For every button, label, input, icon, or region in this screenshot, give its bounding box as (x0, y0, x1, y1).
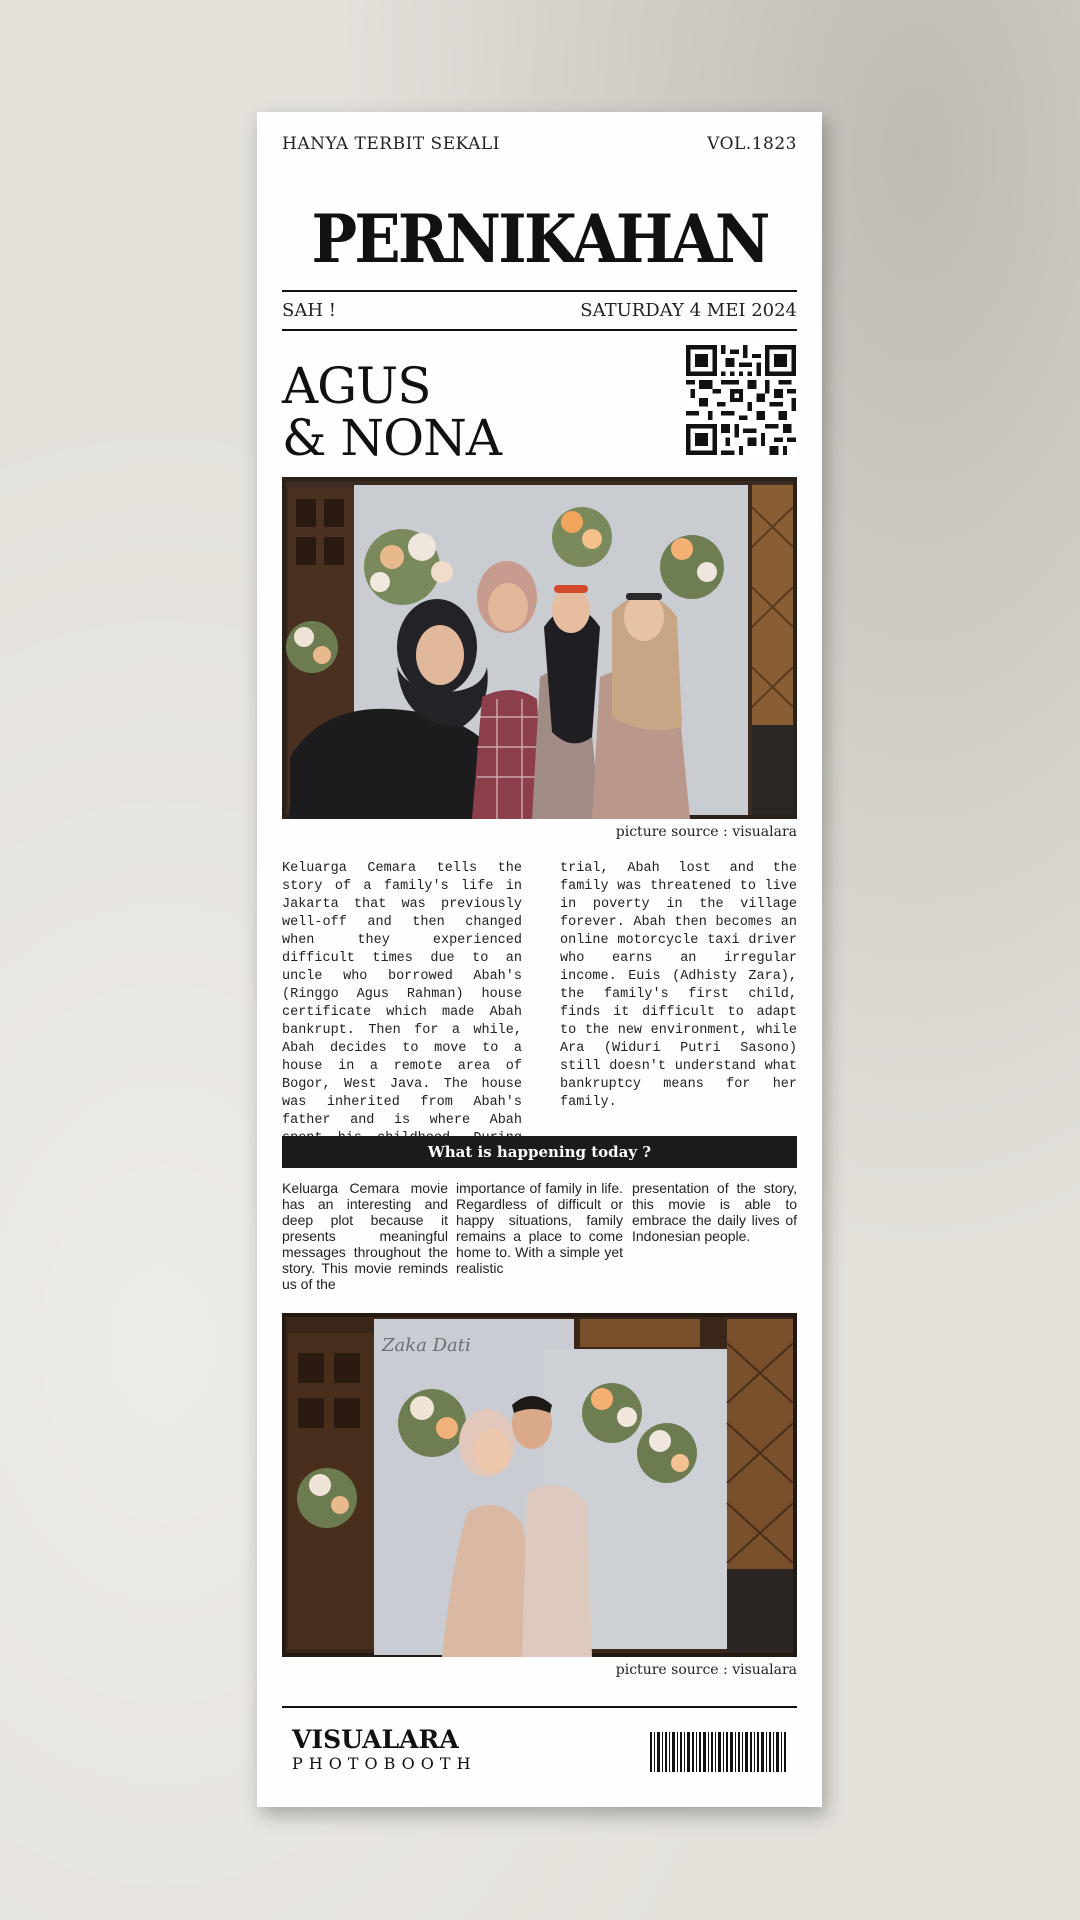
newspaper-card (257, 112, 822, 1807)
article-column-2: trial, Abah lost and the family was threatened to live in poverty in the village forever. Abah then becomes an online motorcycle taxi driver who earns an irregular income. Euis (Adhisty Zara), the family's first child, finds it difficult to adapt to the new environment, while Ara (Widuri Putri Sasono) still doesn't understand what bankruptcy means for her family. (560, 861, 797, 1110)
dateline-date: SATURDAY 4 MEI 2024 (580, 300, 797, 321)
qr-code-icon (686, 345, 796, 455)
couple-names (282, 357, 501, 467)
barcode-icon (650, 1732, 788, 1772)
section-column-2: importance of family in life. Regardless of difficult or happy situations, family remains a place to come home to. With a simple yet realistic (456, 1180, 623, 1276)
brand-subtitle: PHOTOBOOTH (292, 1754, 477, 1773)
rule-bottom (282, 329, 797, 331)
backdrop-signage: Zaka Dati (382, 1335, 471, 1356)
footer-rule (282, 1706, 797, 1708)
section-banner: What is happening today ? (282, 1136, 797, 1168)
section-column-3: presentation of the story, this movie is able to embrace the daily lives of Indonesian people. (632, 1180, 797, 1244)
volume-number: VOL.1823 (707, 134, 797, 154)
group-photo-image (282, 477, 797, 819)
couple-name-line1: AGUS (282, 357, 431, 415)
couple-name-line2: & NONA (282, 409, 501, 467)
photo2-caption: picture source : visualara (615, 1662, 797, 1678)
couple-photo-image (282, 1313, 797, 1657)
couple-photo (282, 1313, 797, 1657)
rule-top (282, 290, 797, 292)
dateline-left: SAH ! (282, 300, 336, 321)
tagline: HANYA TERBIT SEKALI (282, 134, 500, 154)
photo1-caption: picture source : visualara (615, 824, 797, 840)
masthead-title: PERNIKAHAN (311, 200, 768, 278)
group-photo (282, 477, 797, 819)
article-column-1: Keluarga Cemara tells the story of a family's life in Jakarta that was previously well-off and then changed when they experienced difficult times due to an uncle who borrowed Abah's (Ringgo Agus Rahman) house certificate which made Abah bankrupt. Then for a while, Abah decides to move to a house in a remote area of Bogor, West Java. The house was inherited from Abah's father and is where Abah (282, 861, 522, 1128)
section-column-1: Keluarga Cemara movie has an interesting and deep plot because it presents meaningful messages throughout the story. This movie reminds us of the (282, 1180, 448, 1292)
brand-name: VISUALARA (292, 1725, 459, 1754)
